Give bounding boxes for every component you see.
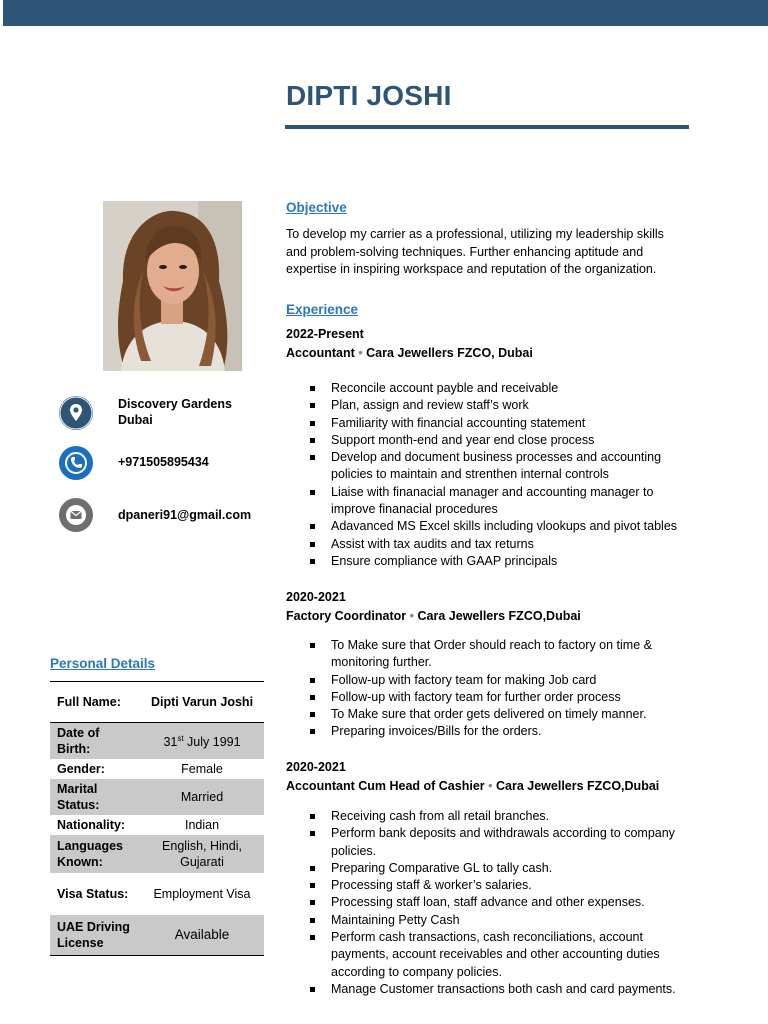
contact-email xyxy=(59,498,251,532)
separator-dot: • xyxy=(409,609,415,623)
list-item: Adavanced MS Excel skills including vlookups and pivot tables xyxy=(286,518,696,535)
table-row xyxy=(50,779,264,815)
dob-day: 31 xyxy=(163,735,178,750)
table-row xyxy=(50,915,264,955)
list-item: Preparing Comparative GL to tally cash. xyxy=(286,860,696,877)
list-item: To Make sure that Order should reach to factory on time & monitoring further. xyxy=(286,637,696,672)
job-header xyxy=(286,758,659,796)
address-line1: Discovery Gardens xyxy=(118,397,232,411)
table-row xyxy=(50,815,264,835)
list-item: Perform bank deposits and withdrawals according to company policies. xyxy=(286,825,696,860)
list-item: Familiarity with financial accounting statement xyxy=(286,415,696,432)
phone-number[interactable]: +971505895434 xyxy=(118,455,209,469)
list-item: Processing staff & worker’s salaries. xyxy=(286,877,696,894)
address-line2: Dubai xyxy=(118,413,153,427)
list-item: Follow-up with factory team for making Job card xyxy=(286,672,696,689)
list-item: Support month-end and year end close process xyxy=(286,432,696,449)
row-key: Date of Birth: xyxy=(50,723,140,760)
list-item: Maintaining Petty Cash xyxy=(286,912,696,929)
name-underline xyxy=(285,125,689,129)
table-row xyxy=(50,723,264,760)
row-key: UAE Driving License xyxy=(50,915,140,955)
phone-icon xyxy=(59,446,93,480)
row-value: English, Hindi, Gujarati xyxy=(140,835,264,873)
list-item: Plan, assign and review staff’s work xyxy=(286,397,696,414)
table-row xyxy=(50,759,264,779)
list-item: Preparing invoices/Bills for the orders. xyxy=(286,723,696,740)
list-item: Follow-up with factory team for further order process xyxy=(286,689,696,706)
separator-dot: • xyxy=(358,346,363,360)
objective-text: To develop my carrier as a professional, utilizing my leadership skills and problem-solving techniques. Further enhancing aptitude and expertise in inspiring workspace and reputation of the organization. xyxy=(286,227,664,276)
list-item: Receiving cash from all retail branches. xyxy=(286,808,696,825)
list-item: Processing staff loan, staff advance and other expenses. xyxy=(286,894,696,911)
job-bullet-list xyxy=(286,637,696,741)
row-value: Employment Visa xyxy=(140,873,264,915)
job-header xyxy=(286,588,581,626)
contact-phone xyxy=(59,446,209,480)
objective-heading: Objective xyxy=(286,200,347,215)
row-value xyxy=(140,723,264,760)
email-icon xyxy=(59,498,93,532)
job-period: 2020-2021 xyxy=(286,760,346,774)
table-row xyxy=(50,682,264,723)
location-icon xyxy=(59,396,93,430)
job-role: Accountant Cum Head of Cashier xyxy=(286,779,485,793)
table-row xyxy=(50,873,264,915)
job-bullet-list xyxy=(286,808,696,998)
list-item: Develop and document business processes and accounting policies to maintain and strenthen internal controls xyxy=(286,449,696,484)
job-role: Factory Coordinator xyxy=(286,609,407,623)
job-role: Accountant xyxy=(286,346,355,360)
job-company: Cara Jewellers FZCO,Dubai xyxy=(417,609,581,623)
profile-photo xyxy=(103,201,242,371)
row-key: Nationality: xyxy=(50,815,140,835)
row-value: Married xyxy=(140,779,264,815)
table-row xyxy=(50,835,264,873)
row-key: Languages Known: xyxy=(50,835,140,873)
job-company: Cara Jewellers FZCO, Dubai xyxy=(366,346,533,360)
row-value: Indian xyxy=(140,815,264,835)
separator-dot: • xyxy=(488,779,493,793)
list-item: Assist with tax audits and tax returns xyxy=(286,536,696,553)
job-company: Cara Jewellers FZCO,Dubai xyxy=(496,779,660,793)
row-key: Marital Status: xyxy=(50,779,140,815)
job-header xyxy=(286,325,533,363)
row-value: Female xyxy=(140,759,264,779)
dob-rest: July 1991 xyxy=(183,735,241,750)
row-value: Available xyxy=(140,915,264,955)
job-period: 2020-2021 xyxy=(286,590,346,604)
contact-address xyxy=(59,396,232,430)
email-address[interactable]: dpaneri91@gmail.com xyxy=(118,508,252,522)
personal-details-heading: Personal Details xyxy=(50,656,156,671)
row-key: Gender: xyxy=(50,759,140,779)
dob-suffix: st xyxy=(177,734,184,744)
list-item: Reconcile account payble and receivable xyxy=(286,380,696,397)
list-item: Manage Customer transactions both cash and card payments. xyxy=(286,981,696,998)
row-value: Dipti Varun Joshi xyxy=(140,682,264,723)
row-key: Full Name: xyxy=(50,682,140,723)
job-bullet-list xyxy=(286,380,696,570)
experience-heading: Experience xyxy=(286,302,359,317)
personal-details-table xyxy=(50,681,264,956)
list-item: Liaise with finanacial manager and accounting manager to improve finanacial procedures xyxy=(286,484,696,519)
job-period: 2022-Present xyxy=(286,327,364,341)
row-key: Visa Status: xyxy=(50,873,140,915)
list-item: To Make sure that order gets delivered on timely manner. xyxy=(286,706,696,723)
list-item: Ensure compliance with GAAP principals xyxy=(286,553,696,570)
list-item: Perform cash transactions, cash reconciliations, account payments, account receivables and other accounting duties according to company policies. xyxy=(286,929,696,981)
header-bar xyxy=(3,0,768,26)
candidate-name: DIPTI JOSHI xyxy=(286,80,452,111)
